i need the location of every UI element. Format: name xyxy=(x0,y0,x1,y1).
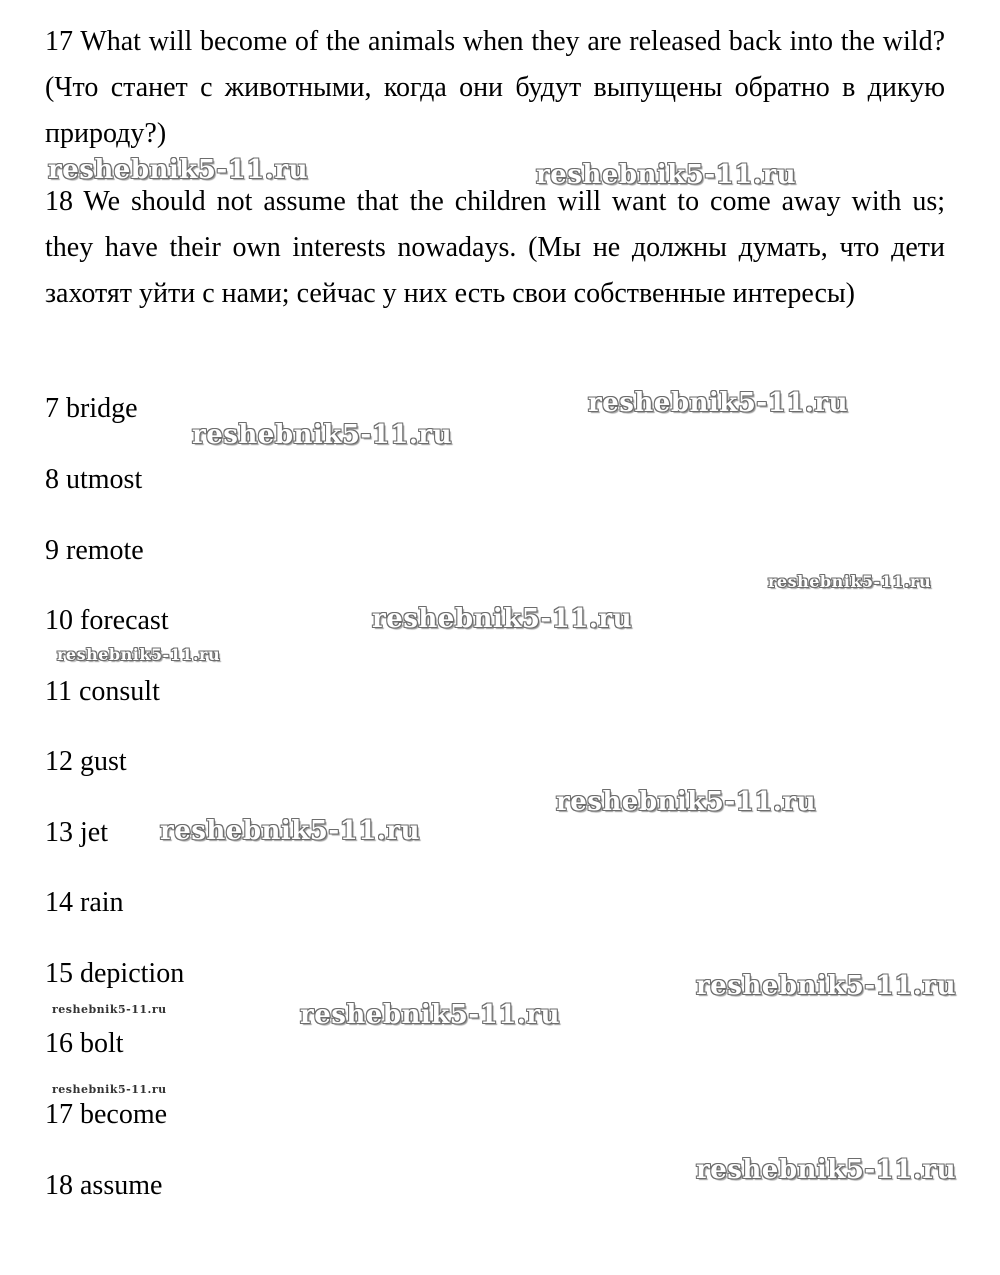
answer-18: 18 assume xyxy=(45,1170,163,1201)
watermark: reshebnik5-11.ru xyxy=(300,1000,561,1030)
watermark: reshebnik5-11.ru xyxy=(696,1155,957,1185)
answer-15: 15 depiction xyxy=(45,958,185,989)
watermark: reshebnik5-11.ru xyxy=(192,420,453,450)
watermark: reshebnik5-11.ru xyxy=(768,572,932,591)
answer-8: 8 utmost xyxy=(45,464,143,495)
answer-17: 17 become xyxy=(45,1099,168,1130)
watermark: reshebnik5-11.ru xyxy=(57,645,221,664)
answer-10: 10 forecast xyxy=(45,605,169,636)
watermark: reshebnik5-11.ru xyxy=(160,816,421,846)
watermark: reshebnik5-11.ru xyxy=(52,1083,167,1096)
watermark: reshebnik5-11.ru xyxy=(52,1003,167,1016)
watermark: reshebnik5-11.ru xyxy=(556,787,817,817)
sentence-18: 18 We should not assume that the children will want to come away with us; they have their own interests nowadays. (Мы не должны думать, что дети захотят уйти с нами; сейчас у них есть свои собственные интересы) xyxy=(45,186,945,309)
watermark: reshebnik5-11.ru xyxy=(588,388,849,418)
answer-11: 11 consult xyxy=(45,676,160,707)
sentence-17: 17 What will become of the animals when they are released back into the wild? (Что станет с животными, когда они будут выпущены обратно в дикую природу?) xyxy=(45,26,945,149)
answer-14: 14 rain xyxy=(45,887,124,918)
answer-13: 13 jet xyxy=(45,817,108,848)
answer-12: 12 gust xyxy=(45,746,127,777)
watermark: reshebnik5-11.ru xyxy=(372,604,633,634)
watermark: reshebnik5-11.ru xyxy=(696,971,957,1001)
watermark: reshebnik5-11.ru xyxy=(48,155,309,185)
watermark: reshebnik5-11.ru xyxy=(536,160,797,190)
answer-7: 7 bridge xyxy=(45,393,138,424)
answer-16: 16 bolt xyxy=(45,1028,124,1059)
answer-9: 9 remote xyxy=(45,535,144,566)
